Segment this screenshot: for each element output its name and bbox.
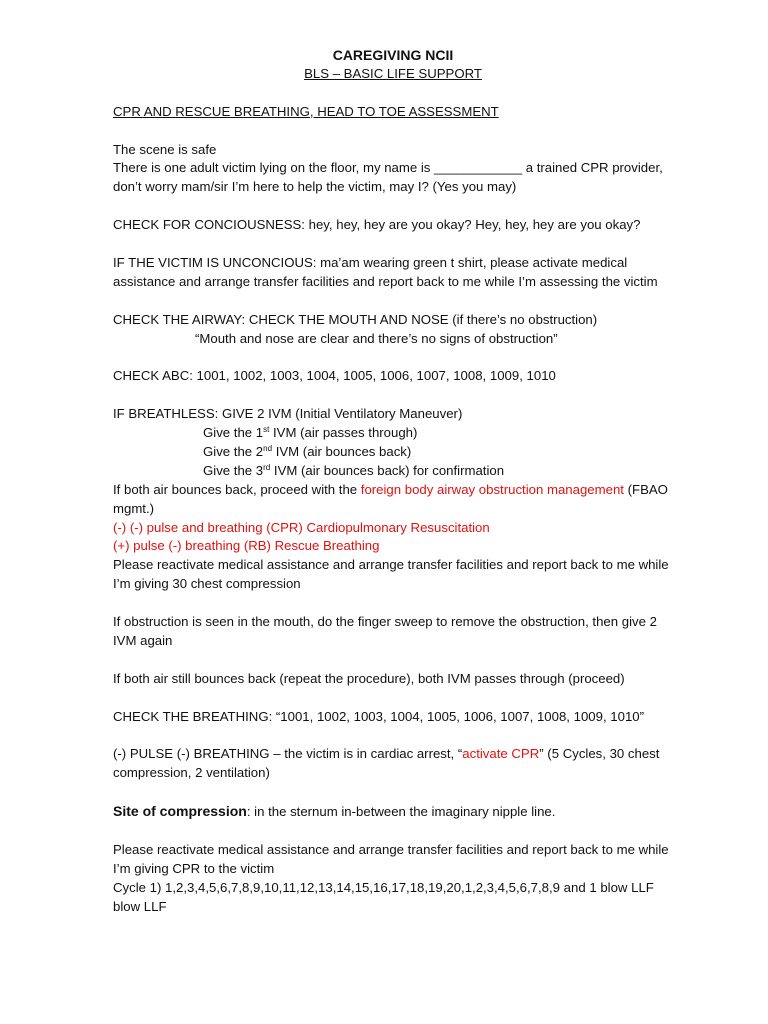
activate-cpr-highlight: activate CPR [462,746,540,762]
fbao-instruction: If both air bounces back, proceed with the foreign body airway obstruction management (FBAO mgmt.) [113,481,668,516]
section-heading: CPR AND RESCUE BREATHING, HEAD TO TOE ASSESSMENT [113,103,499,119]
intro-line-2: There is one adult victim lying on the floor, my name is ____________ a trained CPR provider, don’t worry mam/sir I’m here to help the victim, may I? (Yes you may) [113,160,663,195]
site-of-compression: Site of compression: in the sternum in-between the imaginary nipple line. [113,803,556,820]
ivm-step-3: Give the 3rd IVM (air bounces back) for confirmation [203,462,505,478]
breathless-heading: IF BREATHLESS: GIVE 2 IVM (Initial Ventilatory Maneuver) [113,406,463,422]
check-breathing: CHECK THE BREATHING: “1001, 1002, 1003, 1004, 1005, 1006, 1007, 1008, 1009, 1010” [113,708,645,724]
obstruction-seen: If obstruction is seen in the mouth, do the finger sweep to remove the obstruction, then give 2 IVM again [113,614,657,648]
if-unconscious: IF THE VICTIM IS UNCONCIOUS: ma’am wearing green t shirt, please activate medical assistance and arrange transfer facilities and report back to me while I’m assessing the victim [113,254,658,289]
reactivate-cpr: Please reactivate medical assistance and arrange transfer facilities and report back to me while I’m giving CPR to the victim [113,841,669,876]
cpr-condition: (-) (-) pulse and breathing (CPR) Cardiopulmonary Resuscitation [113,519,490,535]
check-abc: CHECK ABC: 1001, 1002, 1003, 1004, 1005, 1006, 1007, 1008, 1009, 1010 [113,368,556,384]
ivm-step-1: Give the 1st IVM (air passes through) [203,425,418,441]
check-consciousness: CHECK FOR CONCIOUSNESS: hey, hey, hey are you okay? Hey, hey, hey are you okay? [113,217,641,233]
site-label: Site of compression [113,803,247,820]
cycle-count: Cycle 1) 1,2,3,4,5,6,7,8,9,10,11,12,13,14,15,16,17,18,19,20,1,2,3,4,5,6,7,8,9 and 1 blow LLF blow LLF [113,879,654,914]
document-title: CAREGIVING NCII [332,47,454,63]
airway-clear-quote: “Mouth and nose are clear and there’s no signs of obstruction” [195,330,558,346]
intro-line-1: The scene is safe [113,141,217,157]
check-airway: CHECK THE AIRWAY: CHECK THE MOUTH AND NOSE (if there’s no obstruction) [113,311,598,327]
ivm-step-2: Give the 2nd IVM (air bounces back) [203,443,412,459]
still-bounces: If both air still bounces back (repeat the procedure), both IVM passes through (proceed) [113,670,625,686]
reactivate-compression: Please reactivate medical assistance and arrange transfer facilities and report back to me while I’m giving 30 chest compression [113,557,669,592]
document-body [113,46,673,916]
document-subtitle: BLS – BASIC LIFE SUPPORT [304,65,482,81]
rescue-breathing-condition: (+) pulse (-) breathing (RB) Rescue Breathing [113,538,380,554]
fbao-highlight: foreign body airway obstruction management [360,481,624,497]
cardiac-arrest: (-) PULSE (-) BREATHING – the victim is in cardiac arrest, “activate CPR” (5 Cycles, 30 chest compression, 2 ventilation) [113,746,660,781]
